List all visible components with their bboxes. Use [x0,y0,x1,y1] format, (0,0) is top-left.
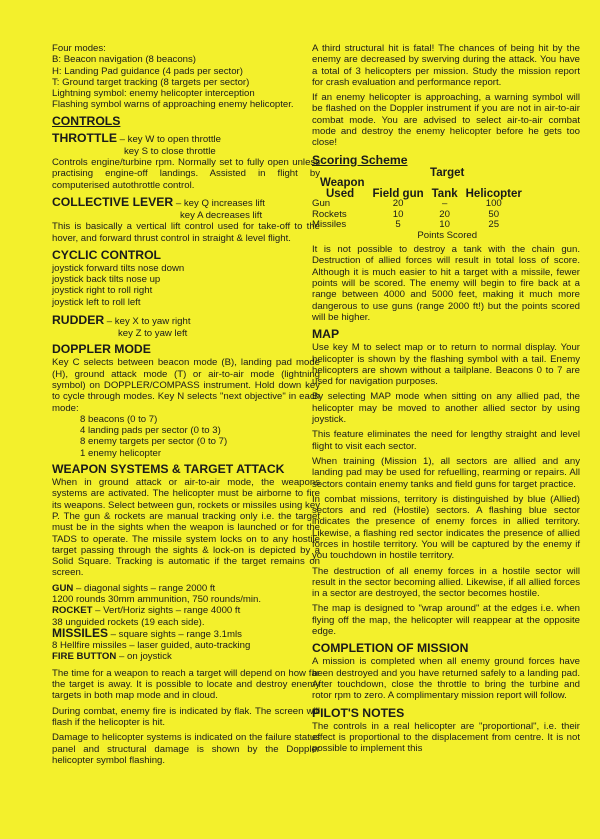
score-weapon-label: Weapon [320,177,365,190]
score-text: It is not possible to destroy a tank with the chain gun. Destruction of allied forces will result in total loss of score. Although it is much easier to hit a target with a missile, fewer points will be scored. The enemy will begin to fire back at a range between 4000 and 5000 feet, making it much more dangerous to use guns (range 2000 ft!) but the points scored will be higher. [312,244,580,323]
map-paragraph: When training (Mission 1), all sectors are allied and any landing pad may be used for refuelling, rearming or repairs. All sectors contain enemy tanks and field guns for target practice. [312,455,580,490]
modes-line: Flashing symbol warns of approaching enemy helicopter. [52,99,294,111]
controls-heading: CONTROLS [52,113,121,128]
score-cell: 20 [392,198,404,210]
throttle-text: Controls engine/turbine rpm. Normally set to fully open unless practising engine-off landings. Assisted in flight by computerised autothrottle control. [52,157,320,191]
modes-line: Four modes: [52,43,106,54]
doppler-list-item: 8 beacons (0 to 7) [80,413,158,425]
score-target-label: Target [430,166,465,179]
score-cell: – [441,198,448,210]
rocket-label: ROCKET [52,605,93,617]
gun-text: – diagonal sights – range 2000 ft [73,582,216,594]
weapon-text: When in ground attack or air-to-air mode, the weapons systems are activated. The helicopter must be airborne to fire its weapons. Select between gun, rockets or missiles using key P. The gun & rockets are manual tracking only i.e. the target must be in the sights when the weapon is launched or for the TADS to operate. The missile system locks on to any hostile target passing through the sights & lock-on is depicted by a Solid Square. Tracking is automatic if the target remains on screen. [52,477,320,579]
pilot-notes-heading: PILOT'S NOTES [312,705,405,720]
doppler-heading: DOPPLER MODE [52,342,151,357]
cyclic-line: joystick right to roll right [52,285,153,297]
throttle-key-close: key S to close throttle [124,145,216,157]
third-hit-text: A third structural hit is fatal! The chances of being hit by the enemy are decreased by swerving during the attack. You have a total of 3 helicopters per mission. Study the mission report for crash evaluation and performance report. [312,43,580,88]
missiles-text: – square sights – range 3.1mls [108,628,242,640]
collective-key-q: – key Q increases lift [173,197,265,209]
modes-line: H: Landing Pad guidance (4 pads per sector) [52,65,243,77]
score-col-header: Helicopter [465,187,522,200]
score-weapon: Gun [312,198,331,210]
gun-spec [52,583,320,594]
modes-line: B: Beacon navigation (8 beacons) [52,54,196,66]
doppler-list-item: 8 enemy targets per sector (0 to 7) [80,436,228,448]
score-cell: 20 [439,208,450,220]
gun-ammo: 1200 rounds 30mm ammunition, 750 rounds/min. [52,593,262,605]
gun-label: GUN [52,582,74,594]
time-text: The time for a weapon to reach a target will depend on how far the target is away. It is possible to locate and destroy enemy targets in both map mode and in cloud. [52,667,320,702]
throttle-heading-row [52,131,320,147]
doppler-list-item: 1 enemy helicopter [80,447,162,459]
cyclic-line: joystick left to roll left [52,296,141,308]
right-column [312,43,580,758]
score-cell: 50 [488,208,500,220]
map-heading: MAP [312,327,340,342]
collective-heading: COLLECTIVE LEVER [52,194,174,209]
modes-list [52,43,320,111]
collective-text: This is basically a vertical lift control used for take-off to the hover, and forward thrust control in straight & level flight. [52,221,320,244]
left-column [52,43,320,770]
flak-text: During combat, enemy fire is indicated by flak. The screen will flash if the helicopter is hit. [52,705,320,728]
rudder-key-z: key Z to yaw left [118,328,188,340]
score-cell: 10 [439,219,450,231]
throttle-heading: THROTTLE [52,130,117,145]
doppler-text: Key C selects between beacon mode (B), landing pad mode (H), ground attack mode (T) or air-to-air mode (lightning symbol) on DOPPLER/COMPASS instrument. Hold down key to cycle through modes. Key N selects "next objective" in each mode: [52,357,320,414]
fire-label: FIRE BUTTON [52,651,117,663]
score-used-label: Used [326,187,355,200]
missiles-label: MISSILES [52,625,109,640]
doppler-list-item: 4 landing pads per sector (0 to 3) [80,425,221,437]
score-col-header: Tank [431,187,458,200]
modes-line: Lightning symbol: enemy helicopter interception [52,88,255,100]
scoring-table [312,168,526,242]
completion-text: A mission is completed when all enemy ground forces have been destroyed and you have returned safely to a landing pad. After touchdown, close the throttle to bring the turbine and rotor rpm to zero. A complimentary mission report will follow. [312,656,580,702]
score-cell: 100 [485,198,502,210]
map-paragraph: Use key M to select map or to return to normal display. Your helicopter is shown by the flashing symbol with a tail. Enemy helicopters are shown without a tailplane. Beacons 0 to 7 are used for navigation purposes. [312,342,580,388]
modes-line: T: Ground target tracking (8 targets per sector) [52,76,250,88]
weapon-heading: WEAPON SYSTEMS & TARGET ATTACK [52,462,285,477]
doppler-list [52,414,320,459]
score-col-header: Field gun [372,187,424,200]
completion-heading: COMPLETION OF MISSION [312,641,469,656]
scoring-heading: Scoring Scheme [312,152,408,167]
collective-heading-row [52,195,320,211]
fire-text: – on joystick [116,651,172,663]
rocket-spec [52,605,320,616]
score-cell: 25 [488,219,500,231]
missiles-spec [52,625,320,640]
score-cell: 10 [392,208,404,220]
fire-spec [52,651,320,662]
damage-text: Damage to helicopter systems is indicated on the failure status panel and structural damage is shown by the Doppler helicopter symbol flashing. [52,732,320,766]
enemy-heli-text: If an enemy helicopter is approaching, a warning symbol will be flashed on the Doppler instrument if you are not in air-to-air combat mode. You are advised to select air-to-air combat mode and destroy the enemy helicopter before he gets too close! [312,92,580,149]
points-scored-label: Points Scored [417,229,478,241]
score-weapon: Missiles [312,219,347,231]
cyclic-line: joystick forward tilts nose down [52,262,185,274]
map-paragraph: By selecting MAP mode when sitting on any allied pad, the helicopter may be moved to another allied sector by using joystick. [312,391,580,426]
cyclic-list [52,263,320,308]
map-paragraph: The destruction of all enemy forces in a hostile sector will result in the sector becoming allied. Likewise, if all allied forces in a sector are destroyed, the sector becomes hostile. [312,565,580,600]
rocket-ammo: 38 unguided rockets (19 each side). [52,616,205,628]
cyclic-line: joystick back tilts nose up [52,274,161,286]
map-paragraph: In combat missions, territory is distinguished by blue (Allied) sectors and red (Hostile) sectors. A flashing blue sector indicates the presence of enemy forces in allied territory. Likewise, a flashing red sector indicates the presence of allied forces in hostile territory. You will be captured by the enemy if you touchdown in hostile territory. [312,493,580,562]
map-paragraph: This feature eliminates the need for lengthy straight and level flight to visit each sector. [312,429,580,452]
rudder-key-x: – key X to yaw right [104,316,191,328]
pilot-notes-text: The controls in a real helicopter are "proportional", i.e. their effect is proportional to the displacement from centre. It is not possible to implement this [312,720,580,755]
missiles-ammo: 8 Hellfire missiles – laser guided, auto-tracking [52,640,251,652]
throttle-key-open: – key W to open throttle [117,133,221,145]
rudder-heading-row [52,313,320,329]
score-cell: 5 [395,219,401,231]
rudder-heading: RUDDER [52,313,105,328]
map-paragraph: The map is designed to "wrap around" at the edges i.e. when flying off the map, the helicopter will reappear at the opposite edge. [312,603,580,638]
collective-key-a: key A decreases lift [180,209,263,221]
rocket-text: – Vert/Horiz sights – range 4000 ft [92,605,241,617]
cyclic-heading: CYCLIC CONTROL [52,247,162,262]
score-weapon: Rockets [312,208,347,220]
